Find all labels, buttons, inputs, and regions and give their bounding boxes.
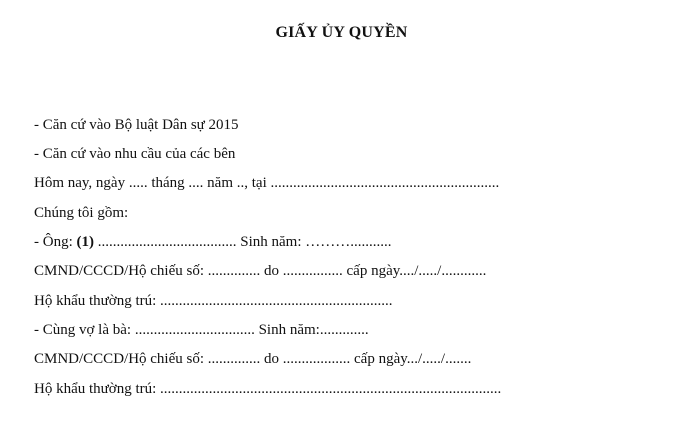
id-line-1: CMND/CCCD/Hộ chiếu số: .............. do ................ cấp ngày..../...../............ [34, 263, 487, 279]
id-line-2: CMND/CCCD/Hộ chiếu số: .............. do .................. cấp ngày.../...../....... [34, 351, 472, 367]
date-place-line: Hôm nay, ngày ..... tháng .... năm .., tại ............................................................. [34, 175, 500, 191]
wife-line: - Cùng vợ là bà: ................................ Sinh năm:............. [34, 322, 369, 338]
basis-needs-line: - Căn cứ vào nhu cầu của các bên [34, 146, 236, 162]
residence-line-1: Hộ khẩu thường trú: .............................................................. [34, 293, 393, 309]
basis-civil-code-line: - Căn cứ vào Bộ luật Dân sự 2015 [34, 117, 239, 133]
document-title: GIẤY ỦY QUYỀN [275, 24, 408, 41]
parties-heading: Chúng tôi gồm: [34, 205, 129, 221]
mr-number-marker: (1) [76, 234, 94, 250]
residence-line-2: Hộ khẩu thường trú: ........................................................................................... [34, 381, 502, 397]
mr-label: - Ông: [34, 234, 77, 250]
mr-line [34, 233, 392, 251]
mr-fields: ..................................... Sinh năm: ………........... [94, 234, 392, 250]
